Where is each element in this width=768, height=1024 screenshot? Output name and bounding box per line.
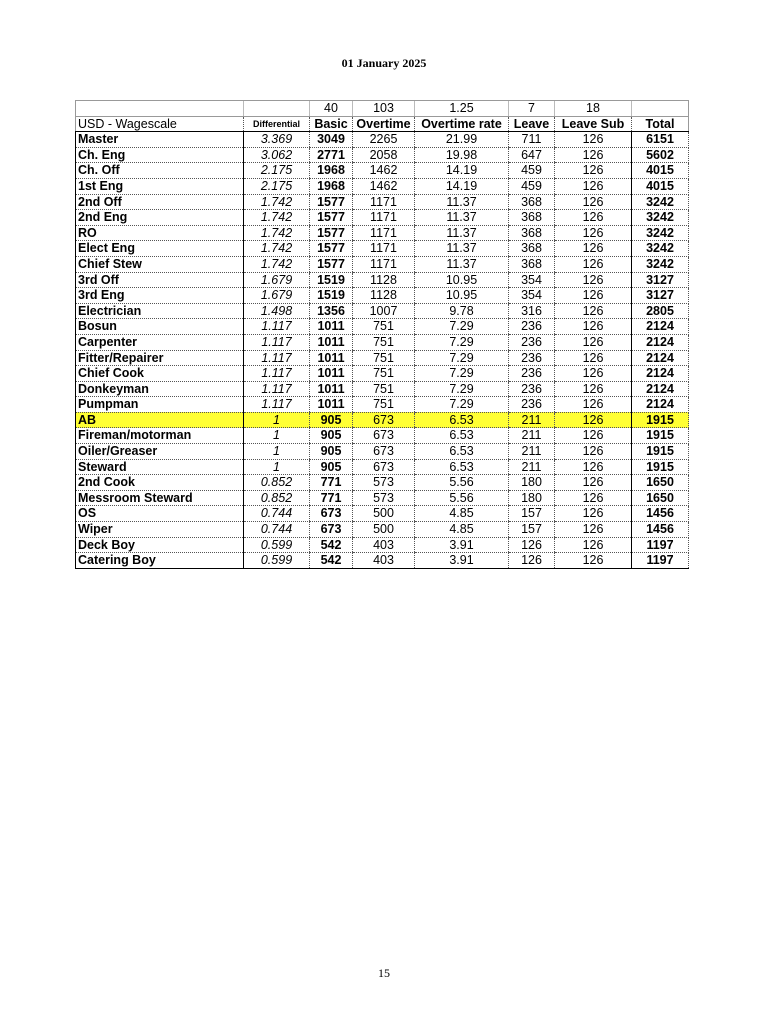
total-cell: 2805 — [632, 303, 689, 319]
basic-cell: 542 — [310, 537, 353, 553]
overtime-cell: 751 — [353, 319, 415, 335]
overtime-rate-cell: 10.95 — [415, 272, 509, 288]
overtime-rate-cell: 3.91 — [415, 553, 509, 569]
table-row — [76, 303, 689, 319]
total-cell: 1197 — [632, 553, 689, 569]
rank-cell: Bosun — [76, 319, 244, 335]
overtime-cell: 573 — [353, 490, 415, 506]
table-row — [76, 272, 689, 288]
rank-cell: Fitter/Repairer — [76, 350, 244, 366]
leave-cell: 354 — [509, 288, 555, 304]
total-cell: 1650 — [632, 490, 689, 506]
basic-cell: 905 — [310, 459, 353, 475]
rank-cell: Wiper — [76, 522, 244, 538]
total-cell: 3242 — [632, 241, 689, 257]
leave-cell: 368 — [509, 225, 555, 241]
basic-cell: 1356 — [310, 303, 353, 319]
overtime-rate-cell: 21.99 — [415, 132, 509, 148]
basic-cell: 1577 — [310, 194, 353, 210]
basic-cell: 1968 — [310, 178, 353, 194]
leave-sub-cell: 126 — [555, 475, 632, 491]
overtime-cell: 1462 — [353, 178, 415, 194]
table-row — [76, 194, 689, 210]
rank-cell: 3rd Eng — [76, 288, 244, 304]
overtime-rate-cell: 14.19 — [415, 163, 509, 179]
overtime-rate-cell: 7.29 — [415, 319, 509, 335]
leave-cell: 211 — [509, 444, 555, 460]
total-cell: 1650 — [632, 475, 689, 491]
factor-blank-cell — [244, 101, 310, 117]
basic-cell: 2771 — [310, 147, 353, 163]
overtime-cell: 1171 — [353, 194, 415, 210]
leave-sub-cell: 126 — [555, 256, 632, 272]
factor-overtime: 103 — [353, 101, 415, 117]
overtime-cell: 1171 — [353, 256, 415, 272]
header-basic: Basic — [310, 116, 353, 132]
rank-cell: Elect Eng — [76, 241, 244, 257]
total-cell: 1915 — [632, 428, 689, 444]
differential-cell: 0.599 — [244, 553, 310, 569]
rank-cell: 2nd Off — [76, 194, 244, 210]
total-cell: 3127 — [632, 288, 689, 304]
overtime-rate-cell: 4.85 — [415, 506, 509, 522]
leave-sub-cell: 126 — [555, 366, 632, 382]
leave-sub-cell: 126 — [555, 241, 632, 257]
total-cell: 1915 — [632, 412, 689, 428]
differential-cell: 1.742 — [244, 225, 310, 241]
basic-cell: 1011 — [310, 381, 353, 397]
page-date: 01 January 2025 — [341, 56, 427, 70]
rank-cell: Master — [76, 132, 244, 148]
total-cell: 3242 — [632, 194, 689, 210]
header-row — [76, 116, 689, 132]
overtime-cell: 500 — [353, 506, 415, 522]
leave-sub-cell: 126 — [555, 147, 632, 163]
total-cell: 2124 — [632, 381, 689, 397]
differential-cell: 1 — [244, 444, 310, 460]
overtime-rate-cell: 11.37 — [415, 210, 509, 226]
leave-cell: 316 — [509, 303, 555, 319]
basic-cell: 905 — [310, 412, 353, 428]
leave-sub-cell: 126 — [555, 288, 632, 304]
differential-cell: 2.175 — [244, 163, 310, 179]
leave-cell: 368 — [509, 256, 555, 272]
overtime-cell: 673 — [353, 428, 415, 444]
overtime-cell: 403 — [353, 553, 415, 569]
leave-cell: 180 — [509, 475, 555, 491]
overtime-rate-cell: 11.37 — [415, 256, 509, 272]
rank-cell: 3rd Off — [76, 272, 244, 288]
differential-cell: 1 — [244, 412, 310, 428]
table-row — [76, 241, 689, 257]
rank-cell: Messroom Steward — [76, 490, 244, 506]
table-row — [76, 412, 689, 428]
leave-cell: 236 — [509, 381, 555, 397]
differential-cell: 2.175 — [244, 178, 310, 194]
header-overtime: Overtime — [353, 116, 415, 132]
table-row — [76, 506, 689, 522]
overtime-cell: 1128 — [353, 272, 415, 288]
overtime-rate-cell: 3.91 — [415, 537, 509, 553]
rank-cell: OS — [76, 506, 244, 522]
table-row — [76, 210, 689, 226]
differential-cell: 0.852 — [244, 475, 310, 491]
leave-cell: 211 — [509, 428, 555, 444]
overtime-rate-cell: 5.56 — [415, 475, 509, 491]
factor-basic: 40 — [310, 101, 353, 117]
leave-cell: 368 — [509, 210, 555, 226]
header-overtime-rate: Overtime rate — [415, 116, 509, 132]
factor-leave-sub: 18 — [555, 101, 632, 117]
overtime-cell: 500 — [353, 522, 415, 538]
rank-cell: Oiler/Greaser — [76, 444, 244, 460]
leave-sub-cell: 126 — [555, 163, 632, 179]
leave-sub-cell: 126 — [555, 506, 632, 522]
rank-cell: Carpenter — [76, 334, 244, 350]
overtime-rate-cell: 11.37 — [415, 241, 509, 257]
basic-cell: 1519 — [310, 288, 353, 304]
basic-cell: 1577 — [310, 210, 353, 226]
total-cell: 2124 — [632, 350, 689, 366]
differential-cell: 0.744 — [244, 522, 310, 538]
leave-sub-cell: 126 — [555, 522, 632, 538]
table-row — [76, 225, 689, 241]
rank-cell: Fireman/motorman — [76, 428, 244, 444]
rank-cell: RO — [76, 225, 244, 241]
leave-cell: 236 — [509, 350, 555, 366]
overtime-cell: 403 — [353, 537, 415, 553]
factor-row — [76, 101, 689, 117]
header-differential: Differential — [244, 116, 310, 132]
leave-sub-cell: 126 — [555, 459, 632, 475]
rank-cell: Donkeyman — [76, 381, 244, 397]
leave-sub-cell: 126 — [555, 490, 632, 506]
total-cell: 3242 — [632, 256, 689, 272]
leave-sub-cell: 126 — [555, 397, 632, 413]
overtime-rate-cell: 9.78 — [415, 303, 509, 319]
overtime-rate-cell: 4.85 — [415, 522, 509, 538]
differential-cell: 1.117 — [244, 397, 310, 413]
leave-cell: 459 — [509, 163, 555, 179]
wagescale-table — [75, 100, 689, 569]
overtime-rate-cell: 14.19 — [415, 178, 509, 194]
overtime-cell: 673 — [353, 459, 415, 475]
table-row — [76, 459, 689, 475]
differential-cell: 1.742 — [244, 210, 310, 226]
leave-sub-cell: 126 — [555, 132, 632, 148]
table-row — [76, 381, 689, 397]
table-row — [76, 428, 689, 444]
differential-cell: 1.742 — [244, 194, 310, 210]
leave-cell: 126 — [509, 553, 555, 569]
overtime-rate-cell: 6.53 — [415, 459, 509, 475]
overtime-rate-cell: 10.95 — [415, 288, 509, 304]
basic-cell: 771 — [310, 490, 353, 506]
leave-cell: 236 — [509, 366, 555, 382]
basic-cell: 1011 — [310, 397, 353, 413]
table-row — [76, 444, 689, 460]
leave-sub-cell: 126 — [555, 444, 632, 460]
differential-cell: 1.117 — [244, 366, 310, 382]
factor-blank-cell — [632, 101, 689, 117]
page-number: 15 — [378, 966, 390, 980]
differential-cell: 1.498 — [244, 303, 310, 319]
leave-cell: 180 — [509, 490, 555, 506]
rank-cell: Steward — [76, 459, 244, 475]
rank-cell: 2nd Eng — [76, 210, 244, 226]
table-row — [76, 178, 689, 194]
total-cell: 6151 — [632, 132, 689, 148]
rank-cell: Electrician — [76, 303, 244, 319]
rank-cell: Catering Boy — [76, 553, 244, 569]
header-total: Total — [632, 116, 689, 132]
total-cell: 3127 — [632, 272, 689, 288]
overtime-cell: 1171 — [353, 210, 415, 226]
leave-sub-cell: 126 — [555, 225, 632, 241]
basic-cell: 3049 — [310, 132, 353, 148]
basic-cell: 1968 — [310, 163, 353, 179]
factor-overtime-rate: 1.25 — [415, 101, 509, 117]
overtime-cell: 673 — [353, 444, 415, 460]
leave-cell: 236 — [509, 397, 555, 413]
differential-cell: 0.744 — [244, 506, 310, 522]
total-cell: 1915 — [632, 459, 689, 475]
overtime-rate-cell: 19.98 — [415, 147, 509, 163]
table-row — [76, 475, 689, 491]
leave-sub-cell: 126 — [555, 412, 632, 428]
leave-cell: 354 — [509, 272, 555, 288]
leave-cell: 236 — [509, 319, 555, 335]
basic-cell: 1011 — [310, 334, 353, 350]
leave-sub-cell: 126 — [555, 319, 632, 335]
overtime-rate-cell: 6.53 — [415, 428, 509, 444]
basic-cell: 673 — [310, 506, 353, 522]
basic-cell: 1577 — [310, 256, 353, 272]
overtime-cell: 1462 — [353, 163, 415, 179]
rank-cell: AB — [76, 412, 244, 428]
total-cell: 3242 — [632, 210, 689, 226]
table-row — [76, 553, 689, 569]
table-row — [76, 537, 689, 553]
overtime-cell: 2058 — [353, 147, 415, 163]
leave-cell: 459 — [509, 178, 555, 194]
overtime-cell: 1171 — [353, 241, 415, 257]
overtime-rate-cell: 11.37 — [415, 194, 509, 210]
leave-sub-cell: 126 — [555, 334, 632, 350]
total-cell: 1456 — [632, 506, 689, 522]
rank-cell: Pumpman — [76, 397, 244, 413]
table-row — [76, 334, 689, 350]
basic-cell: 1011 — [310, 366, 353, 382]
table-row — [76, 163, 689, 179]
total-cell: 2124 — [632, 319, 689, 335]
total-cell: 2124 — [632, 334, 689, 350]
basic-cell: 905 — [310, 444, 353, 460]
differential-cell: 1.679 — [244, 288, 310, 304]
differential-cell: 1 — [244, 428, 310, 444]
leave-sub-cell: 126 — [555, 178, 632, 194]
total-cell: 1456 — [632, 522, 689, 538]
rank-cell: Chief Cook — [76, 366, 244, 382]
leave-cell: 157 — [509, 506, 555, 522]
leave-cell: 368 — [509, 241, 555, 257]
rank-cell: Chief Stew — [76, 256, 244, 272]
factor-blank-cell — [76, 101, 244, 117]
total-cell: 1915 — [632, 444, 689, 460]
total-cell: 2124 — [632, 397, 689, 413]
total-cell: 4015 — [632, 178, 689, 194]
table-row — [76, 490, 689, 506]
leave-sub-cell: 126 — [555, 210, 632, 226]
differential-cell: 1.117 — [244, 334, 310, 350]
leave-sub-cell: 126 — [555, 381, 632, 397]
rank-cell: 1st Eng — [76, 178, 244, 194]
differential-cell: 3.369 — [244, 132, 310, 148]
differential-cell: 0.852 — [244, 490, 310, 506]
total-cell: 2124 — [632, 366, 689, 382]
differential-cell: 1.742 — [244, 241, 310, 257]
table-row — [76, 350, 689, 366]
basic-cell: 1011 — [310, 319, 353, 335]
basic-cell: 673 — [310, 522, 353, 538]
leave-sub-cell: 126 — [555, 303, 632, 319]
overtime-rate-cell: 7.29 — [415, 334, 509, 350]
basic-cell: 905 — [310, 428, 353, 444]
overtime-rate-cell: 7.29 — [415, 350, 509, 366]
overtime-rate-cell: 5.56 — [415, 490, 509, 506]
overtime-cell: 2265 — [353, 132, 415, 148]
basic-cell: 1519 — [310, 272, 353, 288]
overtime-cell: 1007 — [353, 303, 415, 319]
table-row — [76, 522, 689, 538]
total-cell: 4015 — [632, 163, 689, 179]
leave-sub-cell: 126 — [555, 350, 632, 366]
table-row — [76, 288, 689, 304]
overtime-cell: 673 — [353, 412, 415, 428]
total-cell: 5602 — [632, 147, 689, 163]
overtime-cell: 751 — [353, 350, 415, 366]
factor-leave: 7 — [509, 101, 555, 117]
basic-cell: 1577 — [310, 241, 353, 257]
overtime-rate-cell: 7.29 — [415, 381, 509, 397]
overtime-rate-cell: 6.53 — [415, 412, 509, 428]
overtime-rate-cell: 6.53 — [415, 444, 509, 460]
basic-cell: 1011 — [310, 350, 353, 366]
leave-cell: 157 — [509, 522, 555, 538]
total-cell: 1197 — [632, 537, 689, 553]
rank-cell: Deck Boy — [76, 537, 244, 553]
basic-cell: 1577 — [310, 225, 353, 241]
overtime-cell: 573 — [353, 475, 415, 491]
overtime-rate-cell: 7.29 — [415, 397, 509, 413]
differential-cell: 1.679 — [244, 272, 310, 288]
overtime-cell: 751 — [353, 397, 415, 413]
table-row — [76, 132, 689, 148]
overtime-cell: 1171 — [353, 225, 415, 241]
overtime-rate-cell: 7.29 — [415, 366, 509, 382]
overtime-cell: 751 — [353, 381, 415, 397]
leave-sub-cell: 126 — [555, 194, 632, 210]
leave-cell: 368 — [509, 194, 555, 210]
table-row — [76, 319, 689, 335]
leave-sub-cell: 126 — [555, 428, 632, 444]
differential-cell: 1 — [244, 459, 310, 475]
differential-cell: 1.742 — [244, 256, 310, 272]
table-row — [76, 147, 689, 163]
differential-cell: 1.117 — [244, 381, 310, 397]
table-title: USD - Wagescale — [76, 116, 244, 132]
total-cell: 3242 — [632, 225, 689, 241]
differential-cell: 1.117 — [244, 319, 310, 335]
overtime-cell: 751 — [353, 334, 415, 350]
rank-cell: Ch. Eng — [76, 147, 244, 163]
leave-sub-cell: 126 — [555, 553, 632, 569]
leave-cell: 647 — [509, 147, 555, 163]
leave-cell: 211 — [509, 412, 555, 428]
differential-cell: 0.599 — [244, 537, 310, 553]
leave-sub-cell: 126 — [555, 537, 632, 553]
header-leave: Leave — [509, 116, 555, 132]
leave-cell: 236 — [509, 334, 555, 350]
overtime-cell: 1128 — [353, 288, 415, 304]
basic-cell: 771 — [310, 475, 353, 491]
leave-sub-cell: 126 — [555, 272, 632, 288]
differential-cell: 1.117 — [244, 350, 310, 366]
header-leave-sub: Leave Sub — [555, 116, 632, 132]
table-row — [76, 256, 689, 272]
overtime-cell: 751 — [353, 366, 415, 382]
basic-cell: 542 — [310, 553, 353, 569]
overtime-rate-cell: 11.37 — [415, 225, 509, 241]
leave-cell: 211 — [509, 459, 555, 475]
differential-cell: 3.062 — [244, 147, 310, 163]
rank-cell: 2nd Cook — [76, 475, 244, 491]
table-row — [76, 397, 689, 413]
rank-cell: Ch. Off — [76, 163, 244, 179]
leave-cell: 126 — [509, 537, 555, 553]
leave-cell: 711 — [509, 132, 555, 148]
table-row — [76, 366, 689, 382]
